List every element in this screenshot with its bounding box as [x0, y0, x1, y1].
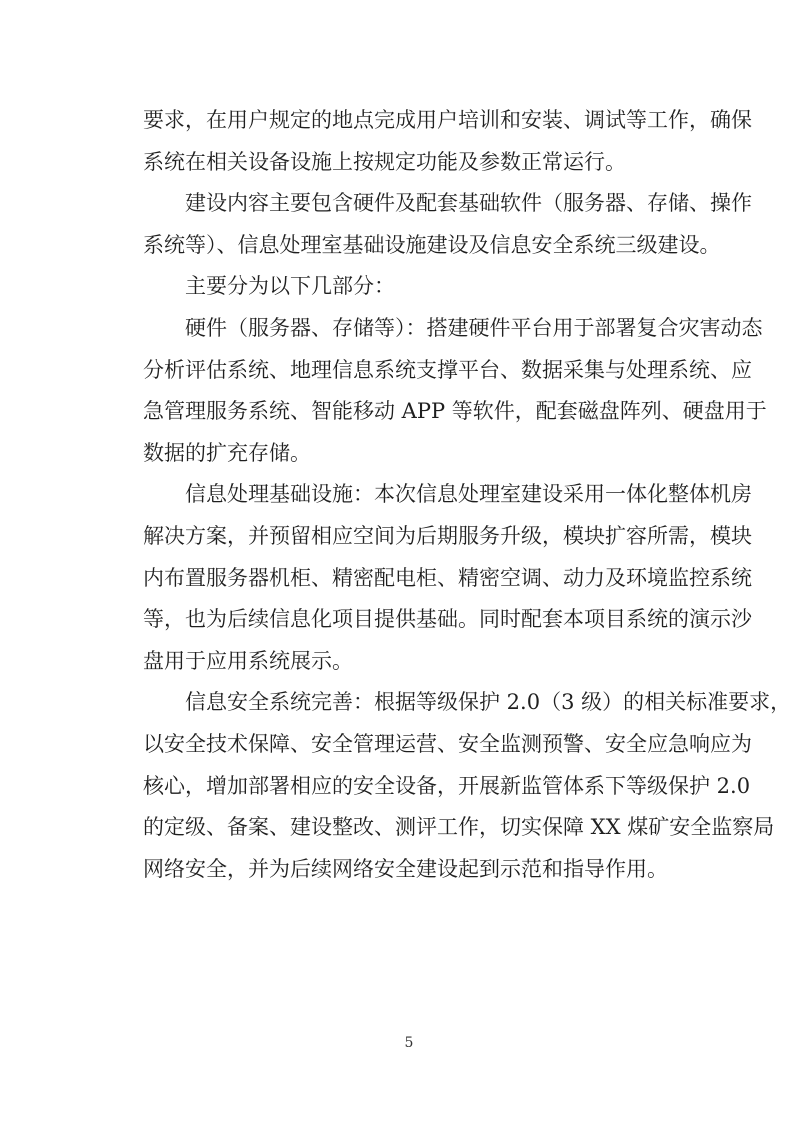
- text-line: 数据的扩充存储。: [143, 440, 311, 465]
- text-line: 分析评估系统、地理信息系统支撑平台、数据采集与处理系统、应: [143, 357, 752, 382]
- text-line: 系统在相关设备设施上按规定功能及参数正常运行。: [143, 149, 626, 174]
- text-line: 急管理服务系统、智能移动 APP 等软件，配套磁盘阵列、硬盘用于: [143, 399, 767, 424]
- paragraph: [143, 474, 752, 682]
- text-line: 网络安全，并为后续网络安全建设起到示范和指导作用。: [143, 856, 668, 881]
- paragraph: [143, 100, 752, 183]
- text-line: 硬件（服务器、存储等）：搭建硬件平台用于部署复合灾害动态: [185, 315, 763, 340]
- paragraph: [143, 266, 713, 308]
- paragraph: [143, 183, 752, 266]
- text-line: 核心，增加部署相应的安全设备，开展新监管体系下等级保护 2.0: [143, 773, 751, 798]
- text-line: 盘用于应用系统展示。: [143, 648, 353, 673]
- text-line: 以安全技术保障、安全管理运营、安全监测预警、安全应急响应为: [143, 731, 752, 756]
- text-line: 系统等）、信息处理室基础设施建设及信息安全系统三级建设。: [143, 232, 721, 257]
- text-line: 要求，在用户规定的地点完成用户培训和安装、调试等工作，确保: [143, 108, 752, 132]
- text-line: 解决方案，并预留相应空间为后期服务升级，模块扩容所需，模块: [143, 523, 752, 548]
- text-line: 信息安全系统完善：根据等级保护 2.0（3 级）的相关标准要求，: [185, 690, 792, 715]
- page-number: 5: [404, 1035, 414, 1051]
- paragraph: [143, 308, 767, 474]
- text-line: 信息处理基础设施：本次信息处理室建设采用一体化整体机房: [185, 482, 752, 507]
- paragraph: [143, 682, 792, 890]
- text-line: 的定级、备案、建设整改、测评工作，切实保障 XX 煤矿安全监察局: [143, 815, 775, 840]
- text-line: 等，也为后续信息化项目提供基础。同时配套本项目系统的演示沙: [143, 607, 752, 632]
- page-footer: [0, 1033, 793, 1053]
- text-line: 建设内容主要包含硬件及配套基础软件（服务器、存储、操作: [185, 191, 752, 216]
- document-body: [143, 100, 792, 890]
- text-line: 内布置服务器机柜、精密配电柜、精密空调、动力及环境监控系统: [143, 565, 752, 590]
- text-line: 主要分为以下几部分：: [185, 274, 395, 299]
